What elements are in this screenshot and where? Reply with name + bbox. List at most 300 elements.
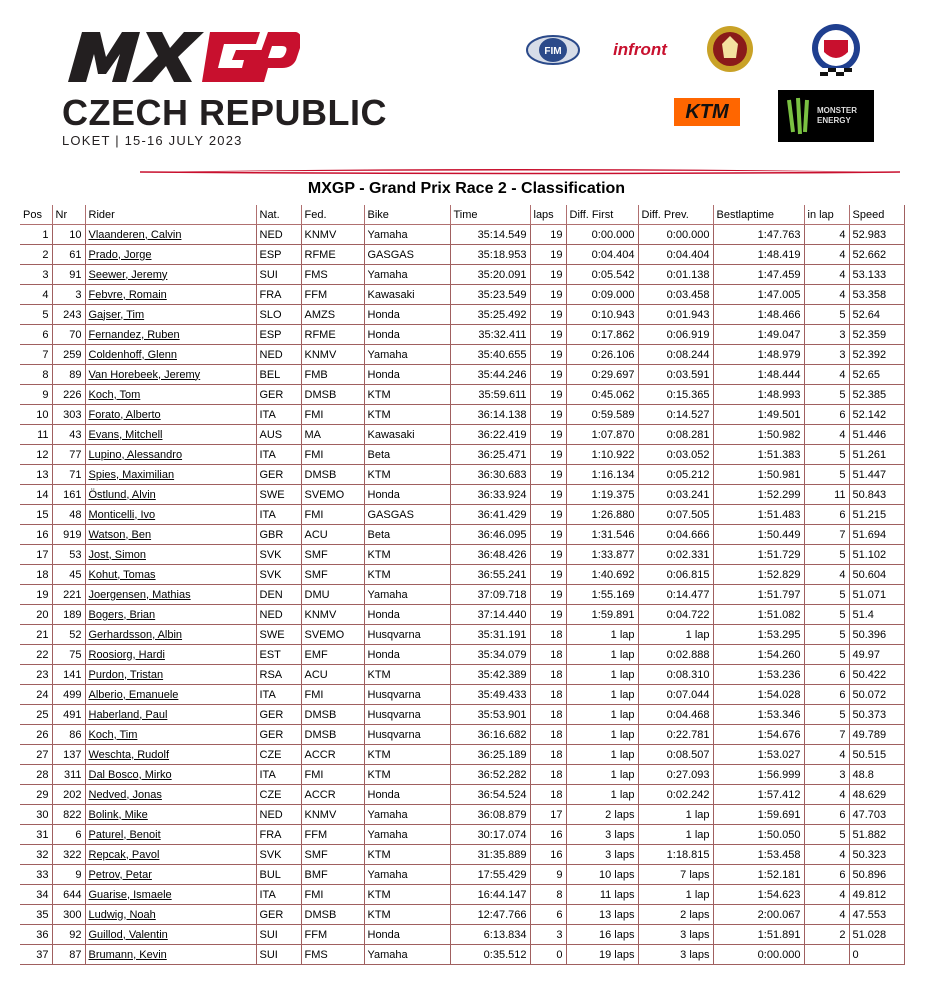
cell-rider[interactable]: Östlund, Alvin [85,485,256,505]
table-row [20,905,904,925]
cell-diff-first: 2 laps [566,805,638,825]
cell-rider[interactable]: Joergensen, Mathias [85,585,256,605]
cell-nat: SWE [256,485,301,505]
cell-diff-first: 16 laps [566,925,638,945]
table-row [20,365,904,385]
header [0,0,933,178]
cell-speed: 51.261 [849,445,904,465]
cell-nr: 161 [52,485,85,505]
cell-pos: 33 [20,865,52,885]
cell-bike: Yamaha [364,225,450,245]
cell-fed: FFM [301,925,364,945]
col-nat: Nat. [256,205,301,225]
cell-bike: Yamaha [364,265,450,285]
cell-pos: 29 [20,785,52,805]
cell-nat: SLO [256,305,301,325]
cell-rider[interactable]: Forato, Alberto [85,405,256,425]
cell-rider[interactable]: Repcak, Pavol [85,845,256,865]
table-row [20,325,904,345]
document-title: MXGP - Grand Prix Race 2 - Classification [307,180,626,197]
cell-bestlaptime: 1:53.346 [713,705,804,725]
cell-nat: GER [256,705,301,725]
cell-diff-first: 0:59.589 [566,405,638,425]
cell-speed: 52.983 [849,225,904,245]
cell-rider[interactable]: Alberio, Emanuele [85,685,256,705]
cell-pos: 25 [20,705,52,725]
cell-rider[interactable]: Watson, Ben [85,525,256,545]
cell-rider[interactable]: Lupino, Alessandro [85,445,256,465]
cell-in-lap: 4 [804,785,849,805]
cell-bestlaptime: 0:00.000 [713,945,804,965]
cell-speed: 51.028 [849,925,904,945]
cell-diff-prev: 0:04.404 [638,245,713,265]
cell-bestlaptime: 1:51.483 [713,505,804,525]
cell-diff-first: 1:59.891 [566,605,638,625]
cell-fed: SVEMO [301,485,364,505]
cell-diff-first: 3 laps [566,845,638,865]
cell-laps: 19 [530,285,566,305]
cell-nr: 322 [52,845,85,865]
cell-fed: ACCR [301,745,364,765]
table-row [20,385,904,405]
cell-nr: 53 [52,545,85,565]
cell-speed: 51.447 [849,465,904,485]
cell-bestlaptime: 1:54.623 [713,885,804,905]
col-nr: Nr [52,205,85,225]
cell-in-lap: 4 [804,885,849,905]
cell-fed: AMZS [301,305,364,325]
col-diff-prev: Diff. Prev. [638,205,713,225]
cell-diff-prev: 0:04.468 [638,705,713,725]
cell-bike: Kawasaki [364,285,450,305]
header-divider [140,166,900,176]
cell-laps: 19 [530,325,566,345]
cell-bestlaptime: 1:53.236 [713,665,804,685]
cell-time: 35:31.191 [450,625,530,645]
cell-rider[interactable]: Fernandez, Ruben [85,325,256,345]
table-row [20,285,904,305]
cell-bestlaptime: 1:50.982 [713,425,804,445]
cell-diff-first: 1 lap [566,645,638,665]
cell-rider[interactable]: Guarise, Ismaele [85,885,256,905]
cell-diff-first: 0:04.404 [566,245,638,265]
cell-bike: Honda [364,365,450,385]
cell-rider[interactable]: Bogers, Brian [85,605,256,625]
cell-diff-first: 0:00.000 [566,225,638,245]
cell-bestlaptime: 1:53.027 [713,745,804,765]
cell-diff-prev: 0:04.666 [638,525,713,545]
cell-in-lap: 6 [804,505,849,525]
cell-bestlaptime: 1:51.797 [713,585,804,605]
cell-speed: 52.392 [849,345,904,365]
cell-bike: KTM [364,845,450,865]
cell-fed: KNMV [301,225,364,245]
cell-pos: 2 [20,245,52,265]
cell-time: 35:40.655 [450,345,530,365]
cell-rider[interactable]: Haberland, Paul [85,705,256,725]
cell-fed: ACU [301,525,364,545]
cell-diff-prev: 1 lap [638,885,713,905]
cell-speed: 50.843 [849,485,904,505]
cell-in-lap: 4 [804,265,849,285]
cell-bestlaptime: 1:54.260 [713,645,804,665]
monster-energy-logo [778,90,874,142]
cell-in-lap [804,945,849,965]
cell-speed: 52.662 [849,245,904,265]
cell-speed: 0 [849,945,904,965]
cell-pos: 34 [20,885,52,905]
cell-pos: 35 [20,905,52,925]
cell-bestlaptime: 1:50.449 [713,525,804,545]
col-diff-first: Diff. First [566,205,638,225]
cell-rider[interactable]: Monticelli, Ivo [85,505,256,525]
cell-rider[interactable]: Dal Bosco, Mirko [85,765,256,785]
cell-laps: 19 [530,245,566,265]
cell-pos: 8 [20,365,52,385]
cell-speed: 50.896 [849,865,904,885]
cell-nat: SVK [256,845,301,865]
cell-laps: 18 [530,765,566,785]
cell-bestlaptime: 1:47.763 [713,225,804,245]
cell-in-lap: 6 [804,405,849,425]
table-row [20,625,904,645]
table-row [20,645,904,665]
cell-nr: 137 [52,745,85,765]
cell-time: 30:17.074 [450,825,530,845]
cell-rider[interactable]: Koch, Tim [85,725,256,745]
cell-rider[interactable]: Van Horebeek, Jeremy [85,365,256,385]
cell-in-lap: 5 [804,385,849,405]
cell-nr: 311 [52,765,85,785]
cell-pos: 10 [20,405,52,425]
cell-fed: FMI [301,405,364,425]
cell-diff-first: 1 lap [566,785,638,805]
cell-speed: 52.359 [849,325,904,345]
cell-laps: 19 [530,385,566,405]
cell-pos: 31 [20,825,52,845]
cell-diff-prev: 0:01.138 [638,265,713,285]
cell-bike: Husqvarna [364,625,450,645]
cell-time: 12:47.766 [450,905,530,925]
cell-diff-first: 1:33.877 [566,545,638,565]
cell-rider[interactable]: Coldenhoff, Glenn [85,345,256,365]
cell-bike: Yamaha [364,865,450,885]
cell-diff-first: 1:07.870 [566,425,638,445]
cell-in-lap: 6 [804,685,849,705]
cell-nr: 6 [52,825,85,845]
cell-diff-prev: 0:07.044 [638,685,713,705]
cell-rider[interactable]: Spies, Maximilian [85,465,256,485]
cell-nr: 92 [52,925,85,945]
cell-bestlaptime: 2:00.067 [713,905,804,925]
cell-in-lap: 11 [804,485,849,505]
cell-bike: KTM [364,745,450,765]
cell-rider[interactable]: Paturel, Benoit [85,825,256,845]
cell-diff-prev: 0:05.212 [638,465,713,485]
cell-pos: 30 [20,805,52,825]
cell-bestlaptime: 1:56.999 [713,765,804,785]
cell-bestlaptime: 1:52.829 [713,565,804,585]
ktm-logo [674,98,740,126]
cell-in-lap: 5 [804,625,849,645]
cell-fed: BMF [301,865,364,885]
table-row [20,685,904,705]
cell-pos: 26 [20,725,52,745]
cell-nat: ESP [256,245,301,265]
cell-diff-prev: 0:08.281 [638,425,713,445]
cell-pos: 36 [20,925,52,945]
cell-in-lap: 6 [804,665,849,685]
cell-in-lap: 4 [804,425,849,445]
cell-nat: SWE [256,625,301,645]
cell-bestlaptime: 1:51.383 [713,445,804,465]
cell-time: 36:08.879 [450,805,530,825]
cell-time: 36:25.471 [450,445,530,465]
table-row [20,565,904,585]
cell-in-lap: 4 [804,245,849,265]
cell-nr: 77 [52,445,85,465]
cell-diff-prev: 0:27.093 [638,765,713,785]
cell-fed: DMSB [301,705,364,725]
cell-bestlaptime: 1:52.181 [713,865,804,885]
ktm-logo-text: KTM [685,100,729,123]
cell-diff-prev: 0:08.507 [638,745,713,765]
cell-speed: 51.102 [849,545,904,565]
fim-logo-text: FIM [544,46,562,57]
cell-pos: 7 [20,345,52,365]
cell-nat: RSA [256,665,301,685]
cell-bestlaptime: 1:57.412 [713,785,804,805]
cell-bestlaptime: 1:48.419 [713,245,804,265]
cell-bestlaptime: 1:52.299 [713,485,804,505]
cell-fed: SMF [301,545,364,565]
cell-laps: 19 [530,265,566,285]
cell-nat: ITA [256,405,301,425]
cell-diff-first: 1 lap [566,665,638,685]
cell-time: 35:18.953 [450,245,530,265]
table-row [20,785,904,805]
cell-diff-prev: 2 laps [638,905,713,925]
cell-rider[interactable]: Vlaanderen, Calvin [85,225,256,245]
cell-bike: Yamaha [364,345,450,365]
cell-diff-first: 1:26.880 [566,505,638,525]
cell-diff-first: 0:45.062 [566,385,638,405]
cell-laps: 19 [530,465,566,485]
cell-time: 36:14.138 [450,405,530,425]
cell-fed: FMS [301,265,364,285]
cell-diff-first: 1 lap [566,625,638,645]
cell-nr: 300 [52,905,85,925]
cell-speed: 48.8 [849,765,904,785]
cell-diff-first: 0:17.862 [566,325,638,345]
cell-fed: ACCR [301,785,364,805]
cell-bestlaptime: 1:48.444 [713,365,804,385]
cell-fed: FMS [301,945,364,965]
cell-nat: SUI [256,945,301,965]
cell-nat: CZE [256,785,301,805]
cell-time: 36:54.524 [450,785,530,805]
cell-diff-prev: 3 laps [638,925,713,945]
cell-nr: 202 [52,785,85,805]
cell-bike: Yamaha [364,585,450,605]
cell-rider[interactable]: Febvre, Romain [85,285,256,305]
col-pos: Pos [20,205,52,225]
cell-time: 35:25.492 [450,305,530,325]
cell-speed: 52.142 [849,405,904,425]
mxgp-logo [60,22,300,84]
cell-diff-prev: 0:15.365 [638,385,713,405]
cell-rider[interactable]: Brumann, Kevin [85,945,256,965]
table-row [20,405,904,425]
cell-nr: 70 [52,325,85,345]
cell-nr: 919 [52,525,85,545]
table-row [20,885,904,905]
cell-nr: 75 [52,645,85,665]
cell-nat: GER [256,905,301,925]
cell-bike: KTM [364,465,450,485]
cell-nat: ITA [256,885,301,905]
cell-rider[interactable]: Kohut, Tomas [85,565,256,585]
cell-bestlaptime: 1:48.979 [713,345,804,365]
cell-bike: Kawasaki [364,425,450,445]
cell-rider[interactable]: Ludwig, Noah [85,905,256,925]
cell-nat: GER [256,725,301,745]
cell-nat: ITA [256,505,301,525]
cell-rider[interactable]: Gerhardsson, Albin [85,625,256,645]
cell-time: 35:14.549 [450,225,530,245]
cell-nat: NED [256,805,301,825]
cell-bestlaptime: 1:51.891 [713,925,804,945]
cell-in-lap: 2 [804,925,849,945]
cell-bike: Honda [364,485,450,505]
cell-laps: 16 [530,825,566,845]
cell-pos: 32 [20,845,52,865]
cell-rider[interactable]: Guillod, Valentin [85,925,256,945]
cell-bestlaptime: 1:47.459 [713,265,804,285]
cell-laps: 19 [530,225,566,245]
cell-nat: NED [256,605,301,625]
col-speed: Speed [849,205,904,225]
cell-rider[interactable]: Prado, Jorge [85,245,256,265]
cell-speed: 49.789 [849,725,904,745]
cell-rider[interactable]: Petrov, Petar [85,865,256,885]
cell-in-lap: 6 [804,805,849,825]
cell-rider[interactable]: Gajser, Tim [85,305,256,325]
cell-nr: 491 [52,705,85,725]
cell-laps: 19 [530,425,566,445]
cell-rider[interactable]: Koch, Tom [85,385,256,405]
cell-in-lap: 3 [804,345,849,365]
cell-time: 35:34.079 [450,645,530,665]
cell-bike: GASGAS [364,245,450,265]
cell-fed: SMF [301,565,364,585]
cell-time: 0:35.512 [450,945,530,965]
cell-laps: 17 [530,805,566,825]
cell-nat: ITA [256,445,301,465]
cell-nr: 644 [52,885,85,905]
table-row [20,245,904,265]
table-row [20,585,904,605]
cell-diff-first: 1 lap [566,705,638,725]
cell-bestlaptime: 1:54.676 [713,725,804,745]
cell-nr: 226 [52,385,85,405]
cell-nat: ITA [256,685,301,705]
cell-speed: 49.812 [849,885,904,905]
cell-diff-first: 1:10.922 [566,445,638,465]
cell-speed: 51.215 [849,505,904,525]
cell-diff-prev: 1 lap [638,825,713,845]
table-row [20,665,904,685]
cell-pos: 13 [20,465,52,485]
cell-bike: KTM [364,765,450,785]
cell-rider[interactable]: Roosiorg, Hardi [85,645,256,665]
cell-nat: SVK [256,565,301,585]
cell-fed: FFM [301,285,364,305]
cell-rider[interactable]: Purdon, Tristan [85,665,256,685]
cell-bike: Honda [364,605,450,625]
cell-pos: 37 [20,945,52,965]
cell-time: 35:42.389 [450,665,530,685]
cell-pos: 28 [20,765,52,785]
cell-pos: 24 [20,685,52,705]
cell-nr: 221 [52,585,85,605]
cell-diff-prev: 7 laps [638,865,713,885]
cell-laps: 19 [530,605,566,625]
cell-bike: Yamaha [364,825,450,845]
cell-nat: GER [256,465,301,485]
cell-rider[interactable]: Weschta, Rudolf [85,745,256,765]
cell-diff-prev: 1:18.815 [638,845,713,865]
cell-laps: 19 [530,565,566,585]
cell-nr: 48 [52,505,85,525]
cell-diff-prev: 0:22.781 [638,725,713,745]
cell-rider[interactable]: Bolink, Mike [85,805,256,825]
cell-time: 17:55.429 [450,865,530,885]
cell-speed: 50.604 [849,565,904,585]
table-row [20,445,904,465]
cell-rider[interactable]: Jost, Simon [85,545,256,565]
cell-diff-prev: 0:14.477 [638,585,713,605]
cell-diff-first: 13 laps [566,905,638,925]
cell-nat: AUS [256,425,301,445]
cell-fed: FMI [301,685,364,705]
cell-fed: FMI [301,885,364,905]
cell-laps: 18 [530,645,566,665]
cell-bike: KTM [364,665,450,685]
cell-nr: 52 [52,625,85,645]
cell-nat: NED [256,345,301,365]
table-row [20,525,904,545]
cell-pos: 9 [20,385,52,405]
cell-diff-prev: 0:08.310 [638,665,713,685]
table-row [20,925,904,945]
cell-fed: MA [301,425,364,445]
cell-fed: SVEMO [301,625,364,645]
cell-bike: KTM [364,385,450,405]
cell-time: 31:35.889 [450,845,530,865]
cell-fed: FMI [301,445,364,465]
cell-bike: KTM [364,565,450,585]
cell-in-lap: 4 [804,845,849,865]
cell-rider[interactable]: Seewer, Jeremy [85,265,256,285]
cell-laps: 19 [530,505,566,525]
cell-fed: KNMV [301,605,364,625]
cell-rider[interactable]: Nedved, Jonas [85,785,256,805]
cell-rider[interactable]: Evans, Mitchell [85,425,256,445]
table-row [20,945,904,965]
cell-fed: ACU [301,665,364,685]
cell-nr: 499 [52,685,85,705]
